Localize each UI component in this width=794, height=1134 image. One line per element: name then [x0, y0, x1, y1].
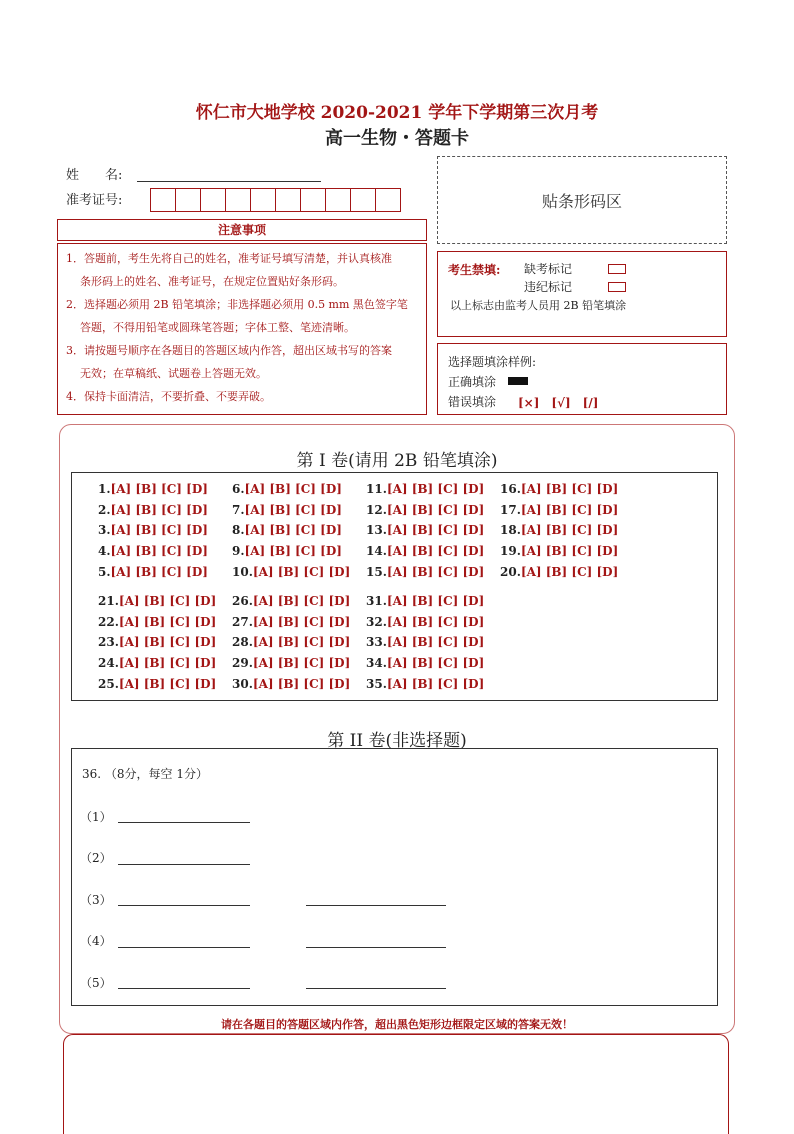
notice-item: 答题，不得用铅笔或圆珠笔答题；字体工整、笔迹清晰。	[80, 321, 355, 334]
choice-question-row[interactable]	[500, 565, 618, 579]
sub-question-label: （2）	[80, 851, 112, 865]
answer-options[interactable]: [A] [B] [C] [D]	[252, 656, 351, 671]
answer-options[interactable]: [A] [B] [C] [D]	[110, 523, 208, 538]
wrong-fill-marks: [×] [√] [/]	[518, 396, 599, 410]
answer-line[interactable]	[306, 946, 446, 948]
question-number: 26.	[232, 594, 253, 608]
sub-question-label: （4）	[80, 934, 112, 948]
answer-line[interactable]	[118, 946, 250, 948]
choice-question-row[interactable]	[366, 565, 484, 579]
choice-question-row[interactable]	[98, 656, 216, 670]
answer-options[interactable]: [A] [B] [C] [D]	[252, 614, 351, 629]
answer-options[interactable]: [A] [B] [C] [D]	[110, 564, 208, 579]
answer-options[interactable]: [A] [B] [C] [D]	[386, 482, 485, 496]
id-digit-box[interactable]	[325, 188, 351, 212]
absent-mark-box[interactable]	[608, 264, 626, 274]
choice-question-row[interactable]	[232, 635, 350, 649]
notice-item: 条形码上的姓名、准考证号，在规定位置贴好条形码。	[80, 275, 344, 288]
question-number: 16.	[500, 482, 521, 496]
id-digit-box[interactable]	[225, 188, 251, 212]
choice-question-row[interactable]	[98, 503, 208, 517]
choice-question-row[interactable]	[500, 503, 618, 517]
choice-question-row[interactable]	[366, 635, 484, 649]
choice-question-row[interactable]	[366, 594, 484, 608]
sub-question-label: （1）	[80, 810, 112, 824]
answer-options[interactable]: [A] [B] [C] [D]	[244, 523, 342, 538]
answer-line[interactable]	[118, 987, 250, 989]
question-number: 13.	[366, 523, 387, 538]
choice-question-row[interactable]	[98, 594, 216, 608]
absent-mark-label: 缺考标记	[524, 262, 573, 276]
question-number: 27.	[232, 614, 253, 629]
answer-options[interactable]: [A] [B] [C] [D]	[386, 656, 485, 671]
id-digit-box[interactable]	[275, 188, 301, 212]
answer-options[interactable]: [A] [B] [C] [D]	[386, 564, 485, 579]
answer-options[interactable]: [A] [B] [C] [D]	[118, 614, 217, 629]
choice-question-row[interactable]	[98, 635, 216, 649]
answer-options[interactable]: [A] [B] [C] [D]	[520, 502, 619, 517]
choice-question-row[interactable]	[98, 482, 208, 496]
name-label: 姓 名:	[66, 168, 123, 183]
choice-question-row[interactable]	[232, 615, 350, 629]
forbid-note: 以上标志由监考人员用 2B 铅笔填涂	[450, 299, 627, 312]
id-digit-box[interactable]	[375, 188, 401, 212]
question-number: 11.	[366, 482, 387, 496]
answer-options[interactable]: [A] [B] [C] [D]	[110, 544, 208, 559]
notice-item: 2．选择题必须用 2B 铅笔填涂；非选择题必须用 0.5 mm 黑色签字笔	[66, 298, 408, 311]
answer-options[interactable]: [A] [B] [C] [D]	[118, 635, 217, 650]
choice-question-row[interactable]	[232, 503, 342, 517]
answer-options[interactable]: [A] [B] [C] [D]	[252, 564, 351, 579]
question-number: 33.	[366, 635, 387, 650]
question-number: 3.	[98, 523, 111, 538]
choice-question-row[interactable]	[232, 544, 342, 558]
answer-options[interactable]: [A] [B] [C] [D]	[386, 594, 485, 608]
footer-warning: 请在各题目的答题区域内作答，超出黑色矩形边框限定区域的答案无效！	[221, 1018, 573, 1031]
answer-options[interactable]: [A] [B] [C] [D]	[252, 635, 351, 650]
id-digit-box[interactable]	[200, 188, 226, 212]
question-number: 15.	[366, 564, 387, 579]
question-number: 35.	[366, 676, 387, 691]
part1-title: 第 I 卷(请用 2B 铅笔填涂)	[296, 451, 498, 471]
answer-options[interactable]: [A] [B] [C] [D]	[386, 544, 485, 559]
question-number: 23.	[98, 635, 119, 650]
id-digit-box[interactable]	[250, 188, 276, 212]
answer-line[interactable]	[306, 987, 446, 989]
choice-question-row[interactable]	[98, 523, 208, 537]
choice-question-row[interactable]	[232, 482, 342, 496]
answer-options[interactable]: [A] [B] [C] [D]	[386, 676, 485, 691]
question-number: 7.	[232, 502, 245, 517]
question-36-label: 36. （8分，每空 1分）	[82, 767, 208, 781]
choice-question-row[interactable]	[98, 677, 216, 691]
notice-item: 3．请按题号顺序在各题目的答题区域内作答，超出区域书写的答案	[66, 344, 392, 357]
question-number: 5.	[98, 564, 111, 579]
barcode-label: 贴条形码区	[541, 191, 622, 211]
answer-options[interactable]: [A] [B] [C] [D]	[252, 594, 351, 608]
answer-line[interactable]	[118, 863, 250, 865]
wrong-fill-label: 错误填涂	[448, 395, 497, 409]
notice-item: 无效；在草稿纸、试题卷上答题无效。	[80, 367, 267, 380]
question-number: 14.	[366, 544, 387, 559]
choice-question-row[interactable]	[500, 482, 618, 496]
answer-options[interactable]: [A] [B] [C] [D]	[118, 676, 217, 691]
question-number: 9.	[232, 544, 245, 559]
name-field[interactable]	[137, 180, 321, 182]
id-digit-box[interactable]	[150, 188, 176, 212]
choice-question-row[interactable]	[366, 677, 484, 691]
question-number: 4.	[98, 544, 111, 559]
question-number: 2.	[98, 502, 111, 517]
answer-options[interactable]: [A] [B] [C] [D]	[252, 676, 351, 691]
question-number: 29.	[232, 656, 253, 671]
question-number: 28.	[232, 635, 253, 650]
question-number: 30.	[232, 676, 253, 691]
answer-options[interactable]: [A] [B] [C] [D]	[386, 523, 485, 538]
page-subtitle: 高一生物・答题卡	[325, 128, 469, 149]
choice-question-row[interactable]	[366, 544, 484, 558]
question-number: 6.	[232, 482, 245, 496]
question-number: 10.	[232, 564, 253, 579]
choice-question-row[interactable]	[366, 523, 484, 537]
choice-question-row[interactable]	[500, 544, 618, 558]
part2-title: 第 II 卷(非选择题)	[327, 731, 467, 751]
choice-question-row[interactable]	[366, 503, 484, 517]
answer-options[interactable]: [A] [B] [C] [D]	[520, 523, 619, 538]
answer-options[interactable]: [A] [B] [C] [D]	[386, 502, 485, 517]
answer-line[interactable]	[306, 904, 446, 906]
question-number: 12.	[366, 502, 387, 517]
sub-question-label: （3）	[80, 893, 112, 907]
question-number: 17.	[500, 502, 521, 517]
answer-options[interactable]: [A] [B] [C] [D]	[110, 502, 208, 517]
choice-question-row[interactable]	[232, 594, 350, 608]
violation-mark-box[interactable]	[608, 282, 626, 292]
question-number: 18.	[500, 523, 521, 538]
choice-question-row[interactable]	[232, 523, 342, 537]
answer-options[interactable]: [A] [B] [C] [D]	[386, 614, 485, 629]
violation-mark-label: 违纪标记	[524, 280, 573, 294]
answer-options[interactable]: [A] [B] [C] [D]	[244, 502, 342, 517]
id-digit-box[interactable]	[300, 188, 326, 212]
forbid-label: 考生禁填:	[448, 263, 501, 277]
answer-options[interactable]: [A] [B] [C] [D]	[244, 482, 342, 496]
question-number: 31.	[366, 594, 387, 608]
answer-line[interactable]	[118, 821, 250, 823]
question-number: 20.	[500, 564, 521, 579]
choice-question-row[interactable]	[98, 544, 208, 558]
answer-line[interactable]	[118, 904, 250, 906]
answer-options[interactable]: [A] [B] [C] [D]	[520, 564, 619, 579]
question-number: 8.	[232, 523, 245, 538]
question-number: 25.	[98, 676, 119, 691]
id-digit-box[interactable]	[175, 188, 201, 212]
choice-question-row[interactable]	[98, 615, 216, 629]
choice-question-row[interactable]	[232, 565, 350, 579]
choice-question-row[interactable]	[98, 565, 208, 579]
correct-fill-mark	[508, 377, 528, 385]
notice-item: 4．保持卡面清洁，不要折叠、不要弄破。	[66, 390, 271, 403]
sample-title: 选择题填涂样例:	[448, 355, 537, 369]
answer-options[interactable]: [A] [B] [C] [D]	[118, 656, 217, 671]
choice-question-row[interactable]	[500, 523, 618, 537]
notice-heading: 注意事项	[57, 219, 427, 241]
notice-item: 1．答题前，考生先将自己的姓名，准考证号填写清楚，并认真核准	[66, 252, 392, 265]
forbid-box	[437, 251, 727, 337]
question-number: 21.	[98, 594, 119, 608]
answer-options[interactable]: [A] [B] [C] [D]	[520, 482, 619, 496]
sample-box	[437, 343, 727, 415]
choice-question-row[interactable]	[366, 656, 484, 670]
sub-question-label: （5）	[80, 976, 112, 990]
barcode-area	[437, 156, 727, 244]
question-number: 34.	[366, 656, 387, 671]
answer-options[interactable]: [A] [B] [C] [D]	[110, 482, 208, 496]
id-number-boxes[interactable]	[151, 188, 401, 212]
id-label: 准考证号:	[66, 193, 123, 208]
open-answer-box	[71, 748, 718, 1006]
page-title: 怀仁市大地学校 2020-2021 学年下学期第三次月考	[195, 103, 599, 123]
question-number: 24.	[98, 656, 119, 671]
answer-options[interactable]: [A] [B] [C] [D]	[520, 544, 619, 559]
answer-options[interactable]: [A] [B] [C] [D]	[386, 635, 485, 650]
correct-fill-label: 正确填涂	[448, 375, 497, 389]
answer-options[interactable]: [A] [B] [C] [D]	[244, 544, 342, 559]
question-number: 19.	[500, 544, 521, 559]
choice-question-row[interactable]	[366, 615, 484, 629]
choice-question-row[interactable]	[232, 677, 350, 691]
choice-question-row[interactable]	[232, 656, 350, 670]
choice-answer-box	[71, 472, 718, 701]
question-number: 22.	[98, 614, 119, 629]
question-number: 32.	[366, 614, 387, 629]
notice-box	[57, 243, 427, 415]
id-digit-box[interactable]	[350, 188, 376, 212]
answer-options[interactable]: [A] [B] [C] [D]	[118, 594, 217, 608]
choice-question-row[interactable]	[366, 482, 484, 496]
question-number: 1.	[98, 482, 111, 496]
next-answer-frame	[63, 1034, 729, 1134]
